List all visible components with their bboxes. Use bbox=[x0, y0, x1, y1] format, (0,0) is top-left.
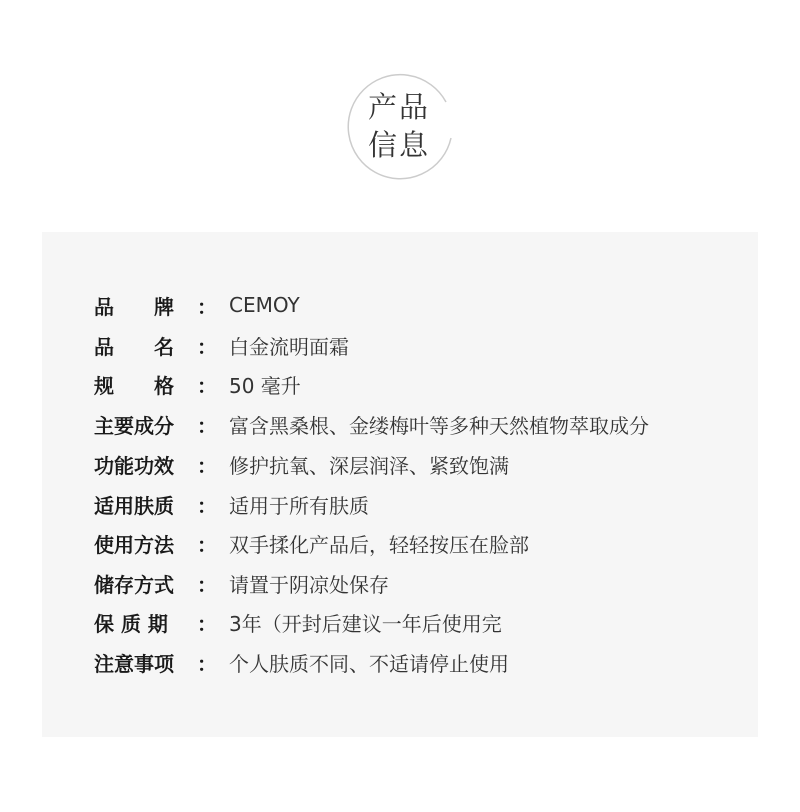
info-label: 注意事项 ： bbox=[94, 651, 217, 676]
info-value: 3年（开封后建议一年后使用完 bbox=[229, 611, 502, 636]
info-value: 50 毫升 bbox=[229, 373, 301, 398]
info-label: 使用方法 ： bbox=[94, 532, 217, 557]
section-title bbox=[340, 88, 458, 164]
info-value: 富含黑桑根、金缕梅叶等多种天然植物萃取成分 bbox=[229, 413, 649, 438]
info-row-storage bbox=[94, 568, 389, 598]
info-label: 品 名 ： bbox=[94, 334, 217, 359]
info-row-brand bbox=[94, 290, 300, 320]
info-row-spec bbox=[94, 369, 301, 399]
section-title-badge bbox=[340, 70, 458, 188]
info-label: 适用肤质 ： bbox=[94, 493, 217, 518]
info-value: 双手揉化产品后，轻轻按压在脸部 bbox=[229, 532, 529, 557]
info-value: 修护抗氧、深层润泽、紧致饱满 bbox=[229, 453, 509, 478]
info-value: 适用于所有肤质 bbox=[229, 493, 369, 518]
info-row-name bbox=[94, 330, 349, 360]
info-label: 功能功效 ： bbox=[94, 453, 217, 478]
info-row-usage bbox=[94, 528, 529, 558]
info-row-effects bbox=[94, 449, 509, 479]
info-label: 储存方式 ： bbox=[94, 572, 217, 597]
info-row-skin-type bbox=[94, 489, 369, 519]
product-info-panel bbox=[42, 232, 758, 737]
section-title-line-2: 信息 bbox=[367, 128, 430, 162]
info-label: 规 格 ： bbox=[94, 373, 217, 398]
info-row-ingredients bbox=[94, 409, 649, 439]
info-label: 保 质 期 ： bbox=[94, 611, 217, 636]
info-value: 个人肤质不同、不适请停止使用 bbox=[229, 651, 509, 676]
info-label: 品 牌 ： bbox=[94, 294, 217, 319]
info-label: 主要成分 ： bbox=[94, 413, 217, 438]
info-value: 白金流明面霜 bbox=[229, 334, 349, 359]
info-value: 请置于阴凉处保存 bbox=[229, 572, 389, 597]
info-row-shelf-life bbox=[94, 607, 502, 637]
info-value: CEMOY bbox=[229, 293, 300, 317]
section-title-line-1: 产品 bbox=[367, 90, 430, 124]
info-row-notice bbox=[94, 647, 509, 677]
